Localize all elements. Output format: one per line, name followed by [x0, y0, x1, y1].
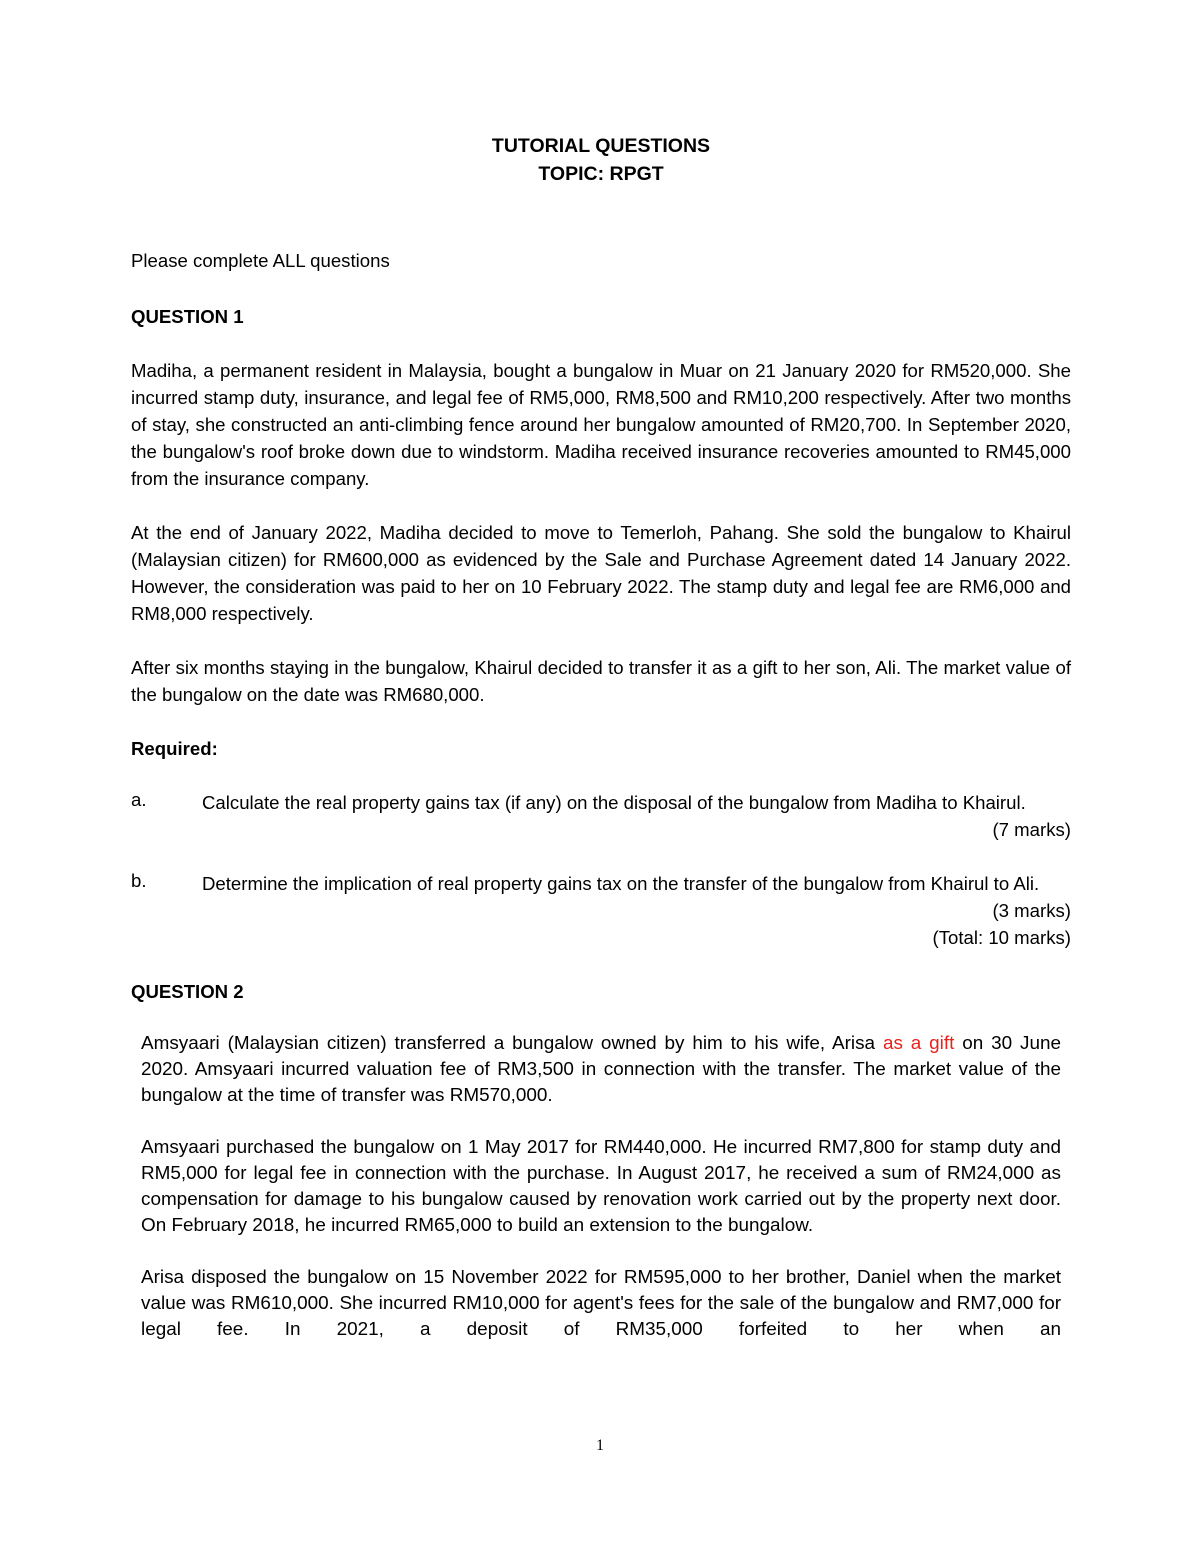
- question-2-paragraph-1-start: Amsyaari (Malaysian citizen) transferred a bungalow owned by him to his wife, Arisa: [141, 1033, 883, 1054]
- document-page: [131, 132, 1071, 1343]
- requirement-a: [131, 789, 1071, 816]
- question-2-paragraph-2: Amsyaari purchased the bungalow on 1 May 2017 for RM440,000. He incurred RM7,800 for stamp duty and RM5,000 for legal fee in connection with the purchase. In August 2017, he received a sum of RM24,000 as compensation for damage to his bungalow caused by renovation work carried out by the property next door. On February 2018, he incurred RM65,000 to build an extension to the bungalow.: [141, 1137, 1061, 1236]
- question-2-paragraph-1: [141, 1031, 1061, 1109]
- question-2-paragraph-1-end: on 30 June 2020. Amsyaari incurred valuation fee of RM3,500 in connection with the transfer. The market value of the bungalow at the time of transfer was RM570,000.: [141, 1033, 1062, 1106]
- question-1-paragraph-1: Madiha, a permanent resident in Malaysia, bought a bungalow in Muar on 21 January 2020 for RM520,000. She incurred stamp duty, insurance, and legal fee of RM5,000, RM8,500 and RM10,200 respectively. After two months of stay, she constructed an anti-climbing fence around her bungalow amounted of RM20,700. In September 2020, the bungalow's roof broke down due to windstorm. Madiha received insurance recoveries amounted to RM45,000 from the insurance company.: [131, 360, 1071, 489]
- requirement-b-letter: b.: [131, 870, 147, 891]
- requirement-b: [131, 870, 1071, 897]
- requirement-a-letter: a.: [131, 789, 147, 810]
- requirement-b-marks: (3 marks): [992, 900, 1071, 921]
- question-1-heading: QUESTION 1: [131, 306, 244, 327]
- document-title: TUTORIAL QUESTIONS: [491, 135, 711, 157]
- question-1-total-marks: (Total: 10 marks): [932, 927, 1071, 948]
- requirement-a-text: Calculate the real property gains tax (if any) on the disposal of the bungalow from Madiha to Khairul.: [202, 792, 1026, 813]
- document-topic: TOPIC: RPGT: [538, 163, 664, 185]
- required-label: Required:: [131, 738, 218, 759]
- requirement-a-marks: (7 marks): [992, 819, 1071, 840]
- question-1-paragraph-3: After six months staying in the bungalow, Khairul decided to transfer it as a gift to her son, Ali. The market value of the bungalow on the date was RM680,000.: [131, 657, 1071, 705]
- requirement-b-text: Determine the implication of real property gains tax on the transfer of the bungalow from Khairul to Ali.: [202, 873, 1040, 894]
- question-2-paragraph-3: Arisa disposed the bungalow on 15 November 2022 for RM595,000 to her brother, Daniel when the market value was RM610,000. She incurred RM10,000 for agent's fees for the sale of the bungalow and RM7,000 for legal fee. In 2021, a deposit of RM35,000 forfeited to her when an: [141, 1267, 1061, 1340]
- question-1-paragraph-2: At the end of January 2022, Madiha decided to move to Temerloh, Pahang. She sold the bungalow to Khairul (Malaysian citizen) for RM600,000 as evidenced by the Sale and Purchase Agreement dated 14 January 2022. However, the consideration was paid to her on 10 February 2022. The stamp duty and legal fee are RM6,000 and RM8,000 respectively.: [131, 522, 1071, 624]
- gift-highlight: as a gift: [882, 1033, 955, 1054]
- page-number: 1: [596, 1437, 604, 1454]
- instruction-text: Please complete ALL questions: [131, 250, 390, 271]
- question-2-heading: QUESTION 2: [131, 981, 244, 1002]
